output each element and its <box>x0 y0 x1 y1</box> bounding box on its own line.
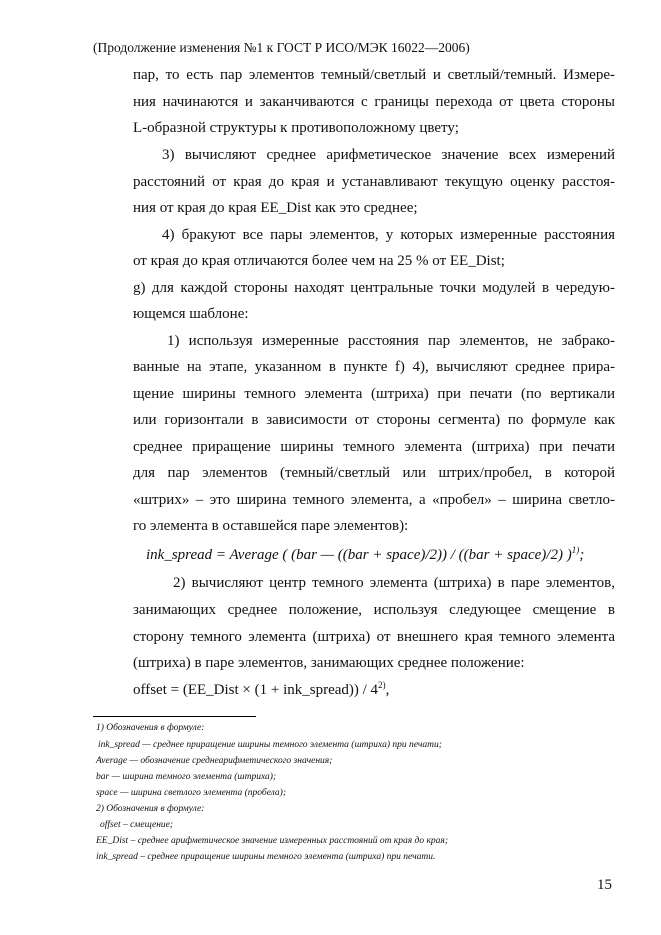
footnote-ref: 2) <box>378 680 386 690</box>
text-line: ния начинаются и заканчиваются с границы перехода от цвета стороны <box>133 94 615 110</box>
text-line: го элемента в оставшейся паре элементов): <box>133 518 409 534</box>
footnote-line: Average — обозначение среднеарифметического значения; <box>96 756 333 766</box>
text-line: ванные на этапе, указанном в пункте f) 4), вычисляют среднее прира- <box>133 359 615 375</box>
text-line: занимающих среднее положение, используя следующее смещение в <box>133 602 615 618</box>
text-line: ющемся шаблоне: <box>133 306 249 322</box>
formula-offset <box>133 680 389 699</box>
footnote-line: bar — ширина темного элемента (штриха); <box>96 772 277 782</box>
text-line: для пар элементов (темный/светлый или штрих/пробел, в которой <box>133 465 615 481</box>
text-line: среднее приращение ширины темного элемента (штриха) при печати <box>133 439 615 455</box>
text-line: пар, то есть пар элементов темный/светлый и светлый/темный. Измере- <box>133 67 615 83</box>
formula-text: offset = (EE_Dist × (1 + ink_spread)) / 4 <box>133 682 379 698</box>
footnote-line: ink_spread — среднее приращение ширины темного элемента (штриха) при печати; <box>98 740 442 750</box>
footnote-line: EE_Dist – среднее арифметическое значение измеренных расстояний от края до края; <box>96 836 448 846</box>
footnote-line: offset – смещение; <box>100 820 174 830</box>
text-line: расстояний от края до края и устанавливают текущую оценку расстоя- <box>133 174 615 190</box>
text-line: ния от края до края EE_Dist как это среднее; <box>133 200 418 216</box>
text-line: g) для каждой стороны находят центральные точки модулей в чередую- <box>133 280 615 296</box>
text-line: сторону темного элемента (штриха) от внешнего края темного элемента <box>133 629 615 645</box>
formula-ink-spread <box>146 545 584 564</box>
text-line: 1) используя измеренные расстояния пар элементов, не забрако- <box>167 333 615 349</box>
footnote-line: ink_spread – среднее приращение ширины темного элемента (штриха) при печати. <box>96 852 436 862</box>
text-line: 4) бракуют все пары элементов, у которых измеренные расстояния <box>162 227 615 243</box>
formula-end: , <box>385 682 390 698</box>
footnote-line: 2) Обозначения в формуле: <box>96 804 205 814</box>
text-line: «штрих» – это ширина темного элемента, а «пробел» – ширина светло- <box>133 492 615 508</box>
page-number: 15 <box>597 877 612 893</box>
text-line: (штриха) в паре элементов, занимающих среднее положение: <box>133 655 525 671</box>
footnote-line: 1) Обозначения в формуле: <box>96 723 205 733</box>
text-line: или горизонтали в зависимости от стороны сегмента) по формуле как <box>133 412 615 428</box>
text-line: 2) вычисляют центр темного элемента (штриха) в паре элементов, <box>173 575 615 591</box>
text-line: от края до края отличаются более чем на 25 % от EE_Dist; <box>133 253 505 269</box>
text-line: щение ширины темного элемента (штриха) при печати (по вертикали <box>133 386 615 402</box>
page-header: (Продолжение изменения №1 к ГОСТ Р ИСО/МЭК 16022—2006) <box>93 40 470 55</box>
footnote-ref: 1) <box>571 545 580 555</box>
text-line: 3) вычисляют среднее арифметическое значение всех измерений <box>162 147 615 163</box>
formula-text: ink_spread = Average ( (bar — ((bar + space)/2)) / ((bar + space)/2) ) <box>146 547 572 563</box>
formula-end: ; <box>579 547 585 563</box>
footnote-separator <box>93 716 256 717</box>
footnote-line: space — ширина светлого элемента (пробела); <box>96 788 287 798</box>
text-line: L-образной структуры к противоположному цвету; <box>133 120 459 136</box>
